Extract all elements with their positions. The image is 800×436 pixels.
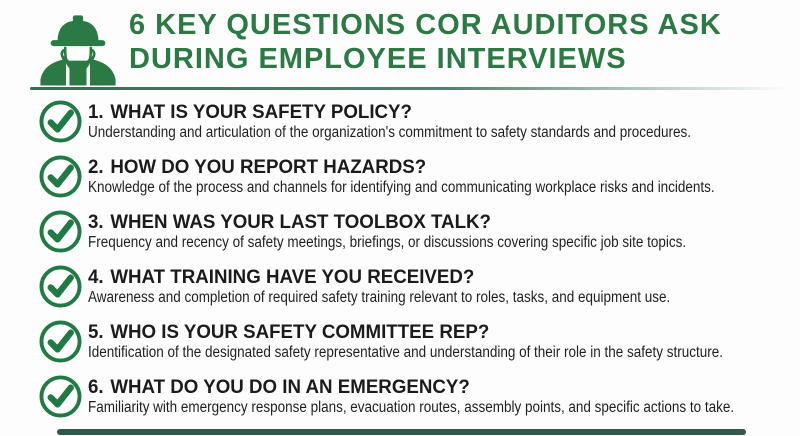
question-title: WHEN WAS YOUR LAST TOOLBOX TALK? xyxy=(110,211,491,233)
question-block xyxy=(88,317,800,362)
question-heading xyxy=(88,317,772,344)
checkmark-circle-icon xyxy=(39,100,82,143)
header-underline xyxy=(30,87,788,90)
question-block xyxy=(88,97,800,142)
question-description: Understanding and articulation of the organization's commitment to safety standards and procedures. xyxy=(88,124,692,141)
checkmark-circle-icon xyxy=(39,320,82,363)
list-item xyxy=(0,372,800,427)
checkmark-circle-icon xyxy=(39,155,82,198)
question-title: WHO IS YOUR SAFETY COMMITTEE REP? xyxy=(110,321,490,343)
question-description: Awareness and completion of required safety training relevant to roles, tasks, and equipment use. xyxy=(88,289,671,306)
footer-bar xyxy=(57,429,746,435)
question-heading xyxy=(88,262,772,289)
list-item xyxy=(0,207,800,262)
question-description: Identification of the designated safety representative and understanding of their role in the safety structure. xyxy=(88,344,723,361)
question-number: 4. xyxy=(88,266,104,288)
question-block xyxy=(88,152,800,197)
question-block xyxy=(88,262,800,307)
construction-worker-icon xyxy=(28,6,128,88)
question-block xyxy=(88,207,800,252)
checkmark-circle-icon xyxy=(39,265,82,308)
question-number: 5. xyxy=(88,321,104,343)
checkmark-circle-icon xyxy=(39,210,82,253)
page-title xyxy=(129,8,722,76)
list-item xyxy=(0,317,800,372)
checkmark-circle-icon xyxy=(39,375,82,418)
question-description: Knowledge of the process and channels for identifying and communicating workplace risks and incidents. xyxy=(88,179,715,196)
question-block xyxy=(88,372,800,417)
questions-list xyxy=(0,97,800,427)
list-item xyxy=(0,152,800,207)
question-description: Frequency and recency of safety meetings, briefings, or discussions covering specific job site topics. xyxy=(88,234,687,251)
title-line-1: 6 KEY QUESTIONS COR AUDITORS ASK xyxy=(129,9,722,41)
question-number: 6. xyxy=(88,376,104,398)
question-heading xyxy=(88,372,772,399)
question-heading xyxy=(88,97,772,124)
question-number: 2. xyxy=(88,156,104,178)
question-number: 3. xyxy=(88,211,104,233)
title-line-2: DURING EMPLOYEE INTERVIEWS xyxy=(129,43,627,75)
question-heading xyxy=(88,207,772,234)
question-title: HOW DO YOU REPORT HAZARDS? xyxy=(110,156,427,178)
question-title: WHAT DO YOU DO IN AN EMERGENCY? xyxy=(110,376,470,398)
question-heading xyxy=(88,152,772,179)
question-number: 1. xyxy=(88,101,104,123)
question-title: WHAT IS YOUR SAFETY POLICY? xyxy=(110,101,412,123)
question-title: WHAT TRAINING HAVE YOU RECEIVED? xyxy=(110,266,475,288)
list-item xyxy=(0,262,800,317)
list-item xyxy=(0,97,800,152)
question-description: Familiarity with emergency response plans, evacuation routes, assembly points, and specific actions to take. xyxy=(88,399,735,416)
